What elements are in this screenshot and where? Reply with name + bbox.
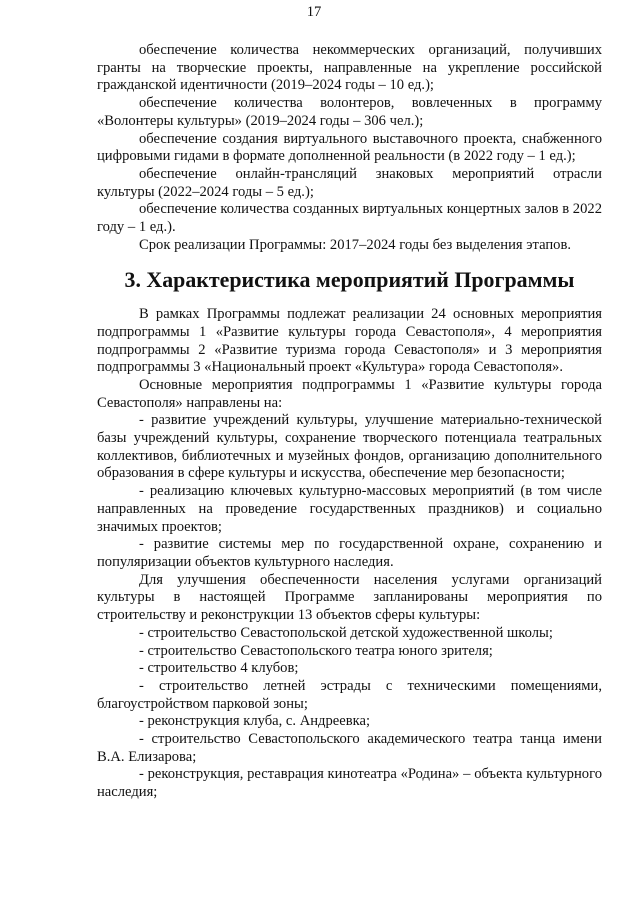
- paragraph: Для улучшения обеспеченности населения услугами организаций культуры в настоящей Программе запланированы мероприятия по строительству и реконструкции 13 объектов сферы культуры:: [97, 571, 602, 624]
- list-item: - реализацию ключевых культурно-массовых мероприятий (в том числе направленных на проведение государственных праздников) и социально значимых проектов;: [97, 483, 602, 535]
- paragraph: обеспечение количества созданных виртуальных концертных залов в 2022 году – 1 ед.).: [97, 201, 602, 236]
- paragraph: Основные мероприятия подпрограммы 1 «Развитие культуры города Севастополя» направлены на:: [97, 376, 602, 411]
- list-item: - строительство летней эстрады с техническими помещениями, благоустройством парковой зоны;: [97, 677, 602, 712]
- list-item: - развитие учреждений культуры, улучшение материально-технической базы учреждений культуры, сохранение творческого потенциала театральных коллективов, библиотечных и музейных фондов, организацию дополнительного образования в сфере культуры и искусства, обеспечение мер безопасности;: [97, 412, 602, 482]
- document-body: [97, 42, 602, 802]
- page-number: 17: [306, 4, 322, 20]
- list-item: - строительство Севастопольской детской художественной школы;: [139, 624, 553, 641]
- paragraph: обеспечение онлайн-трансляций знаковых мероприятий отрасли культуры (2022–2024 годы – 5 ед.);: [97, 165, 602, 200]
- paragraph: обеспечение количества некоммерческих организаций, получивших гранты на творческие проекты, направленные на укрепление российской гражданской идентичности (2019–2024 годы – 10 ед.);: [97, 42, 602, 94]
- paragraph: Срок реализации Программы: 2017–2024 годы без выделения этапов.: [139, 236, 571, 253]
- list-item: - реконструкция, реставрация кинотеатра «Родина» – объекта культурного наследия;: [97, 766, 602, 801]
- list-item: - реконструкция клуба, с. Андреевка;: [139, 713, 371, 730]
- list-item: - развитие системы мер по государственной охране, сохранению и популяризации объектов культурного наследия.: [97, 536, 602, 570]
- section-heading: 3. Характеристика мероприятий Программы: [124, 267, 575, 293]
- paragraph: В рамках Программы подлежат реализации 24 основных мероприятия подпрограммы 1 «Развитие культуры города Севастополя», 4 мероприятия подпрограммы 2 «Развитие туризма города Севастополя» и 3 мероприятия подпрограммы 3 «Национальный проект «Культура» города Севастополя».: [97, 306, 602, 376]
- paragraph: обеспечение создания виртуального выставочного проекта, снабженного цифровыми гидами в формате дополненной реальности (в 2022 году – 1 ед.);: [97, 130, 602, 165]
- list-item: - строительство Севастопольского академического театра танца имени В.А. Елизарова;: [97, 731, 602, 765]
- paragraph: обеспечение количества волонтеров, вовлеченных в программу «Волонтеры культуры» (2019–2024 годы – 306 чел.);: [97, 95, 602, 129]
- list-item: - строительство 4 клубов;: [139, 660, 299, 677]
- list-item: - строительство Севастопольского театра юного зрителя;: [139, 642, 493, 659]
